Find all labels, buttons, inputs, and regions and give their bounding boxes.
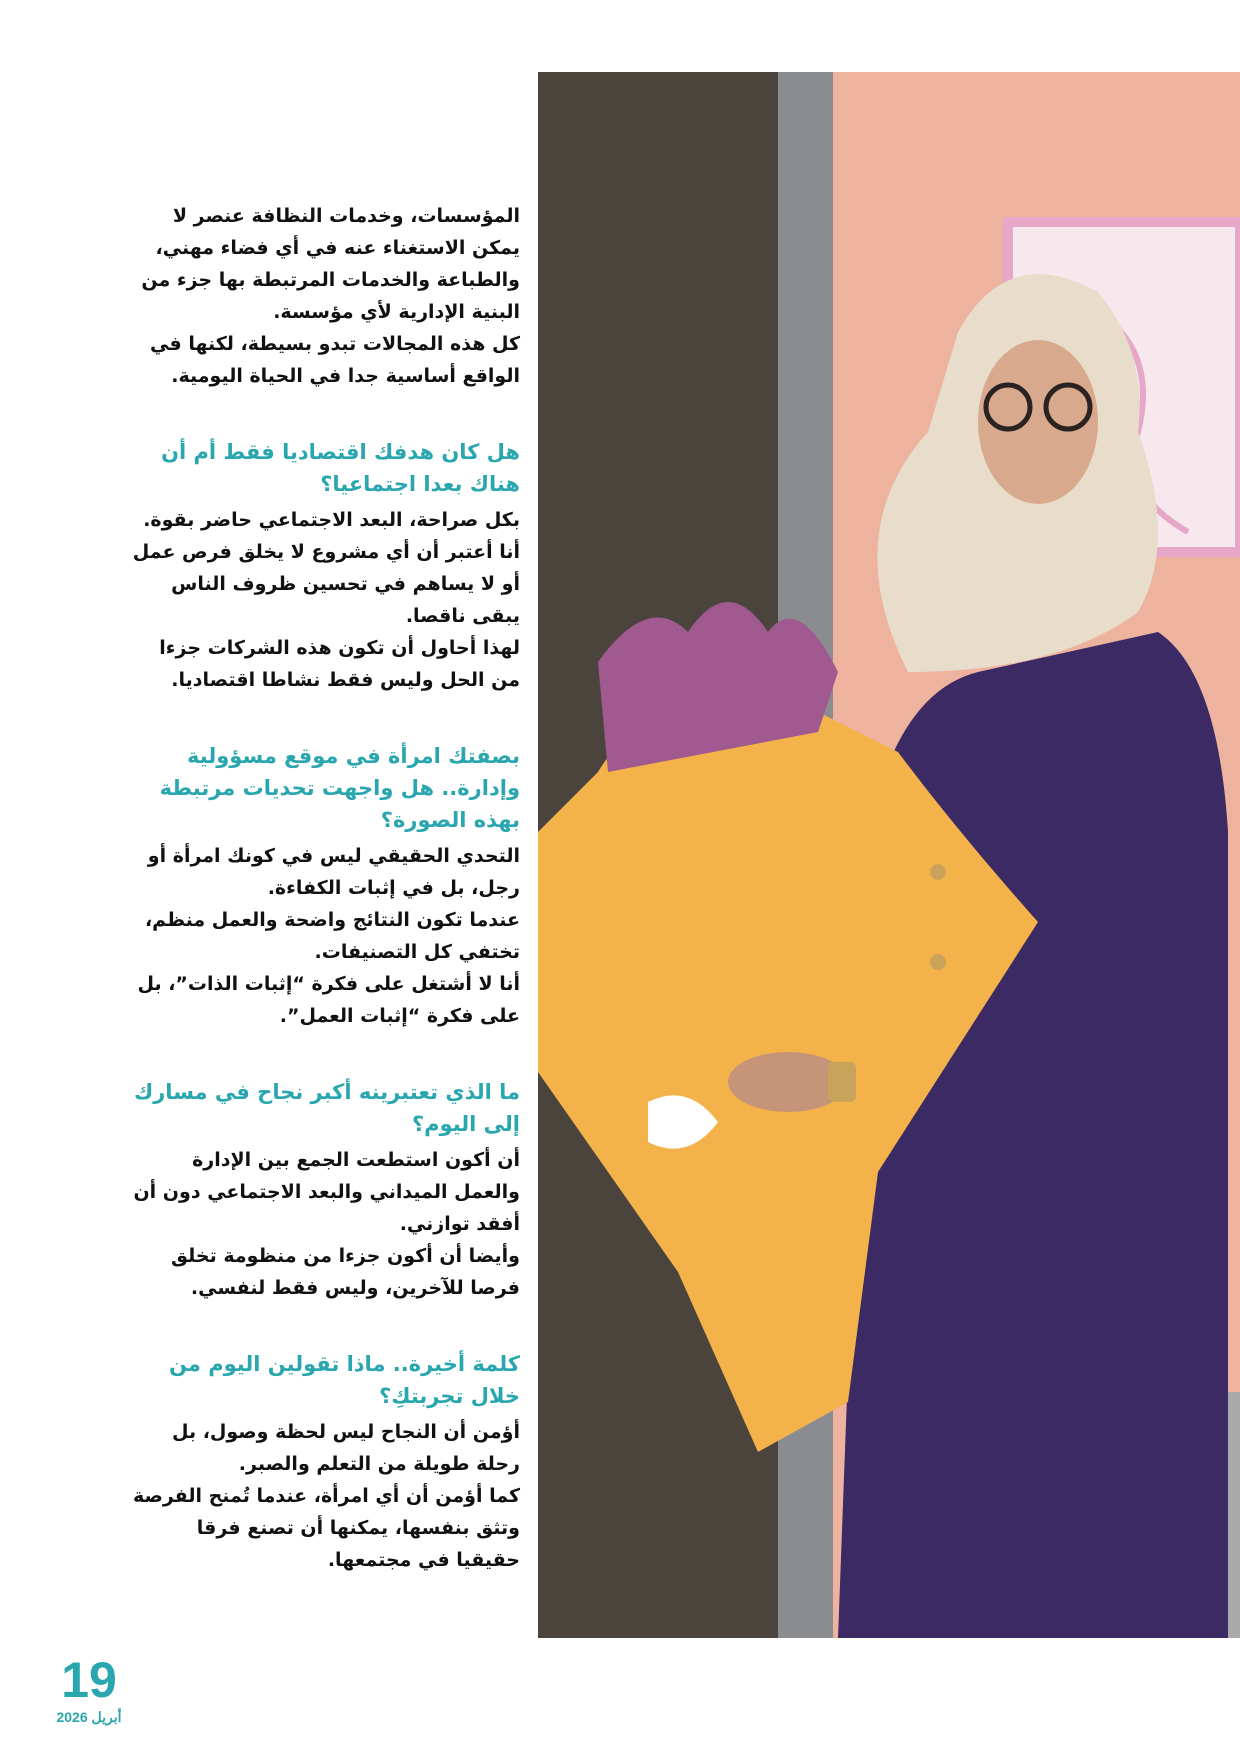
answer-paragraph: أنا لا أشتغل على فكرة “إثبات الذات”، بل على فكرة “إثبات العمل”. <box>137 973 520 1027</box>
answer-paragraph: لهذا أحاول أن تكون هذه الشركات جزءا من الحل وليس فقط نشاطا اقتصاديا. <box>159 637 520 691</box>
answer-paragraph: التحدي الحقيقي ليس في كونك امرأة أو رجل، بل في إثبات الكفاءة. <box>147 845 520 899</box>
qa-section <box>130 436 520 696</box>
answer-paragraph: أن أكون استطعت الجمع بين الإدارة والعمل الميداني والبعد الاجتماعي دون أن أفقد توازني. <box>133 1149 520 1235</box>
intro-paragraph: كل هذه المجالات تبدو بسيطة، لكنها في الواقع أساسية جدا في الحياة اليومية. <box>150 333 520 387</box>
wristwatch <box>828 1062 856 1102</box>
suit-button <box>930 954 946 970</box>
intro-paragraph: المؤسسات، وخدمات النظافة عنصر لا يمكن الاستغناء عنه في أي فضاء مهني، والطباعة والخدمات المرتبطة بها جزء من البنية الإدارية لأي مؤسسة. <box>141 205 520 323</box>
question-heading: كلمة أخيرة.. ماذا تقولين اليوم من خلال تجربتكِ؟ <box>169 1352 520 1408</box>
page-footer <box>44 1652 134 1726</box>
article-column <box>130 200 520 1576</box>
qa-section <box>130 740 520 1032</box>
answer-paragraph: وأيضا أن أكون جزءا من منظومة تخلق فرصا للآخرين، وليس فقط لنفسي. <box>171 1245 520 1299</box>
answer-paragraph: أؤمن أن النجاح ليس لحظة وصول، بل رحلة طويلة من التعلم والصبر. <box>171 1421 520 1475</box>
page-number: 19 <box>61 1652 117 1708</box>
qa-section <box>130 1348 520 1576</box>
qa-section <box>130 1076 520 1304</box>
question-heading: هل كان هدفك اقتصاديا فقط أم أن هناك بعدا اجتماعيا؟ <box>161 440 520 496</box>
answer-paragraph: بكل صراحة، البعد الاجتماعي حاضر بقوة. <box>143 509 520 531</box>
suit-button <box>930 864 946 880</box>
answer-paragraph: عندما تكون النتائج واضحة والعمل منظم، تختفي كل التصنيفات. <box>144 909 520 963</box>
answer-paragraph: أنا أعتبر أن أي مشروع لا يخلق فرص عمل أو لا يساهم في تحسين ظروف الناس يبقى ناقصا. <box>132 541 520 627</box>
face <box>978 340 1098 504</box>
question-heading: بصفتك امرأة في موقع مسؤولية وإدارة.. هل واجهت تحديات مرتبطة بهذه الصورة؟ <box>159 744 520 832</box>
portrait-photo <box>538 72 1240 1638</box>
answer-paragraph: كما أؤمن أن أي امرأة، عندما تُمنح الفرصة وتثق بنفسها، يمكنها أن تصنع فرقا حقيقيا في مجتمعها. <box>132 1485 520 1571</box>
question-heading: ما الذي تعتبرينه أكبر نجاح في مسارك إلى اليوم؟ <box>133 1080 520 1136</box>
issue-date: أبريل 2026 <box>56 1709 122 1725</box>
portrait-illustration <box>538 72 1240 1638</box>
